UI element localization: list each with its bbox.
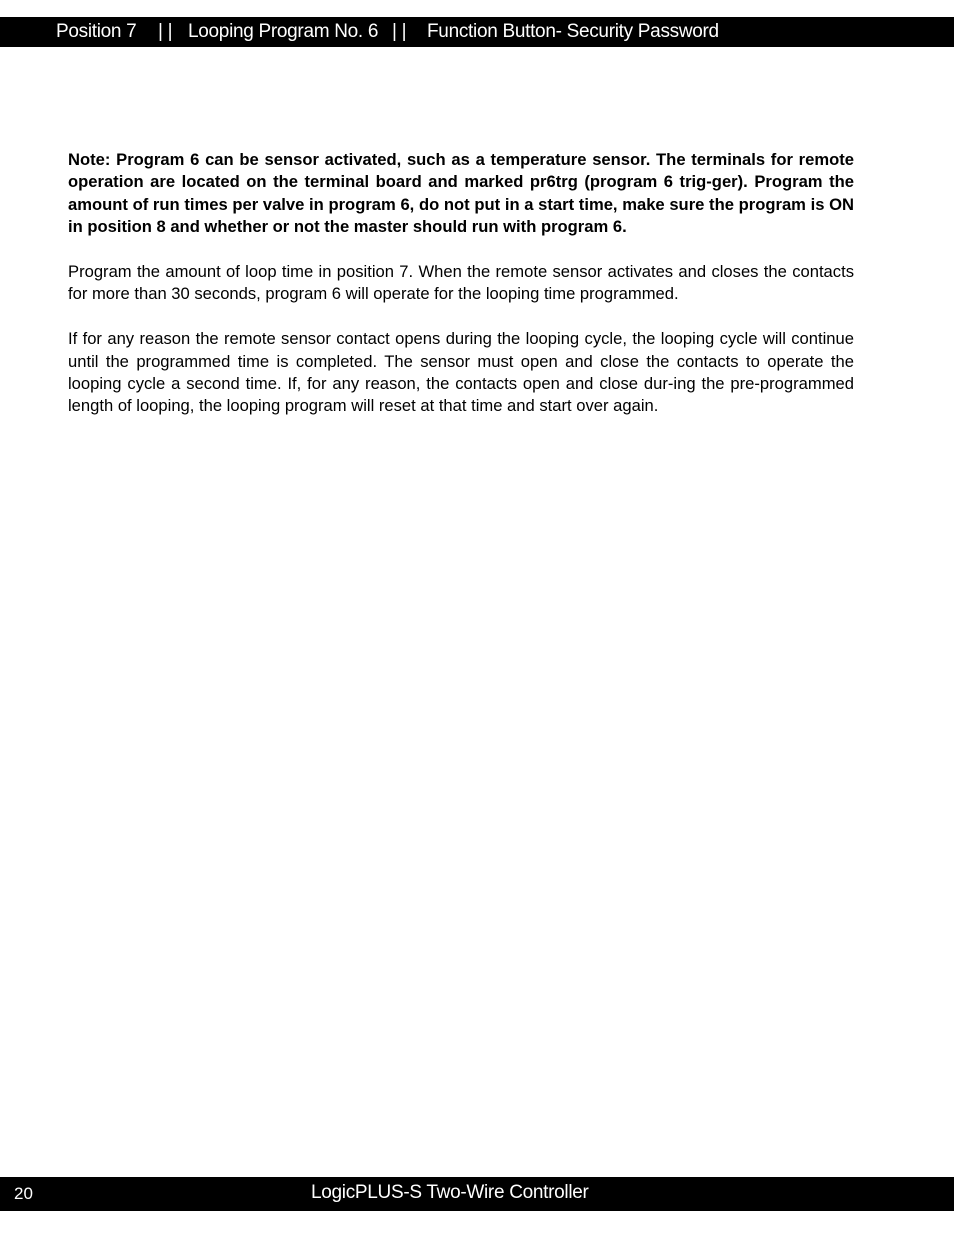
header-function-button: Function Button- Security Password [427, 21, 719, 42]
header-looping-program: Looping Program No. 6 [188, 21, 379, 42]
body-paragraph: Program the amount of loop time in position 7. When the remote sensor activates and closes the contacts for more than 30 seconds, program 6 will operate for the looping time programmed. [68, 262, 854, 304]
page-body [68, 149, 854, 440]
page-header-bar [0, 17, 954, 47]
footer-title: LogicPLUS-S Two-Wire Controller [311, 1182, 589, 1203]
note-paragraph: Note: Program 6 can be sensor activated, such as a temperature sensor. The terminals for remote operation are located on the terminal board and marked pr6trg (program 6 trig-ger). Program the amount of run times per valve in program 6, do not put in a start time, make sure the program is ON in position 8 and whether or not the master should run with program 6. [68, 150, 854, 237]
body-paragraph: If for any reason the remote sensor contact opens during the looping cycle, the looping cycle will continue until the programmed time is completed. The sensor must open and close the contacts to operate the looping cycle a second time. If, for any reason, the contacts open and close dur-ing the pre-programmed length of looping, the looping program will reset at that time and start over again. [68, 329, 854, 416]
header-separator: | | [392, 21, 407, 42]
header-separator: | | [158, 21, 173, 42]
page-footer-bar [0, 1177, 954, 1211]
page-number: 20 [14, 1184, 33, 1203]
header-position: Position 7 [56, 21, 137, 42]
